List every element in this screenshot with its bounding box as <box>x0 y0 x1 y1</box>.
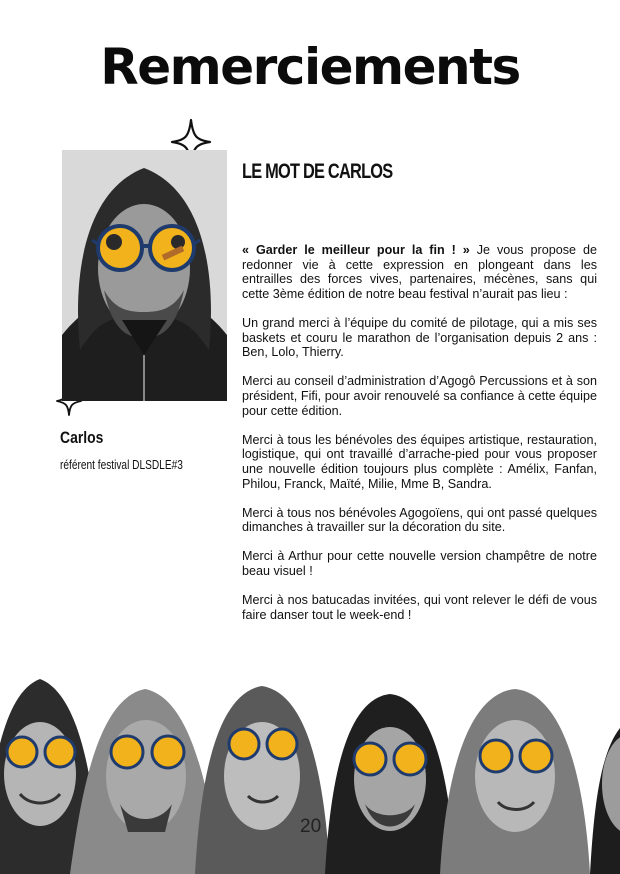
paragraph: Merci à nos batucadas invitées, qui vont relever le défi de vous faire danser tout le week-end ! <box>242 593 597 622</box>
page-title: Remerciements <box>100 38 520 96</box>
portrait-photo <box>62 150 227 401</box>
paragraph: Merci à Arthur pour cette nouvelle version champêtre de notre beau visuel ! <box>242 549 597 579</box>
person-role: référent festival DLSDLE#3 <box>60 457 183 472</box>
lead-quote: « Garder le meilleur pour la fin ! » <box>242 243 470 257</box>
paragraph-text: Je vous propose de redonner vie à cette expression en plongeant dans les entrailles des forces vives, partenaires, mécènes, sans qui cette 3ème édition de notre beau festival n’aurait pas lieu : <box>242 243 597 301</box>
page-number: 20 <box>300 816 322 837</box>
volunteers-photo <box>0 664 620 874</box>
paragraph: Un grand merci à l’équipe du comité de pilotage, qui a mis ses baskets et couru le marathon de l’organisation depuis 2 ans : Ben, Lolo, Thierry. <box>242 315 597 360</box>
thanks-text <box>242 243 597 637</box>
paragraph: Merci à tous nos bénévoles Agogoïens, qui ont passé quelques dimanches à travailler sur la décoration du site. <box>242 505 597 535</box>
paragraph <box>242 243 597 301</box>
volunteer-figure <box>440 689 590 874</box>
volunteer-figure <box>195 686 330 874</box>
section-heading: LE MOT DE CARLOS <box>242 160 393 183</box>
volunteer-figure <box>325 694 456 874</box>
person-name: Carlos <box>60 428 104 447</box>
paragraph: Merci au conseil d’administration d’Agogô Percussions et à son président, Fifi, pour avoir renouvelé sa confiance à cette équipe pour cette édition. <box>242 374 597 418</box>
paragraph: Merci à tous les bénévoles des équipes artistique, restauration, logistique, qui ont travaillé d’arrache-pied pour vous proposer une nouvelle édition toujours plus complète : Amélix, Fanfan, Philou, Franck, Maïté, Milie, Mme B, Sandra. <box>242 432 597 491</box>
volunteer-figure <box>590 714 620 874</box>
